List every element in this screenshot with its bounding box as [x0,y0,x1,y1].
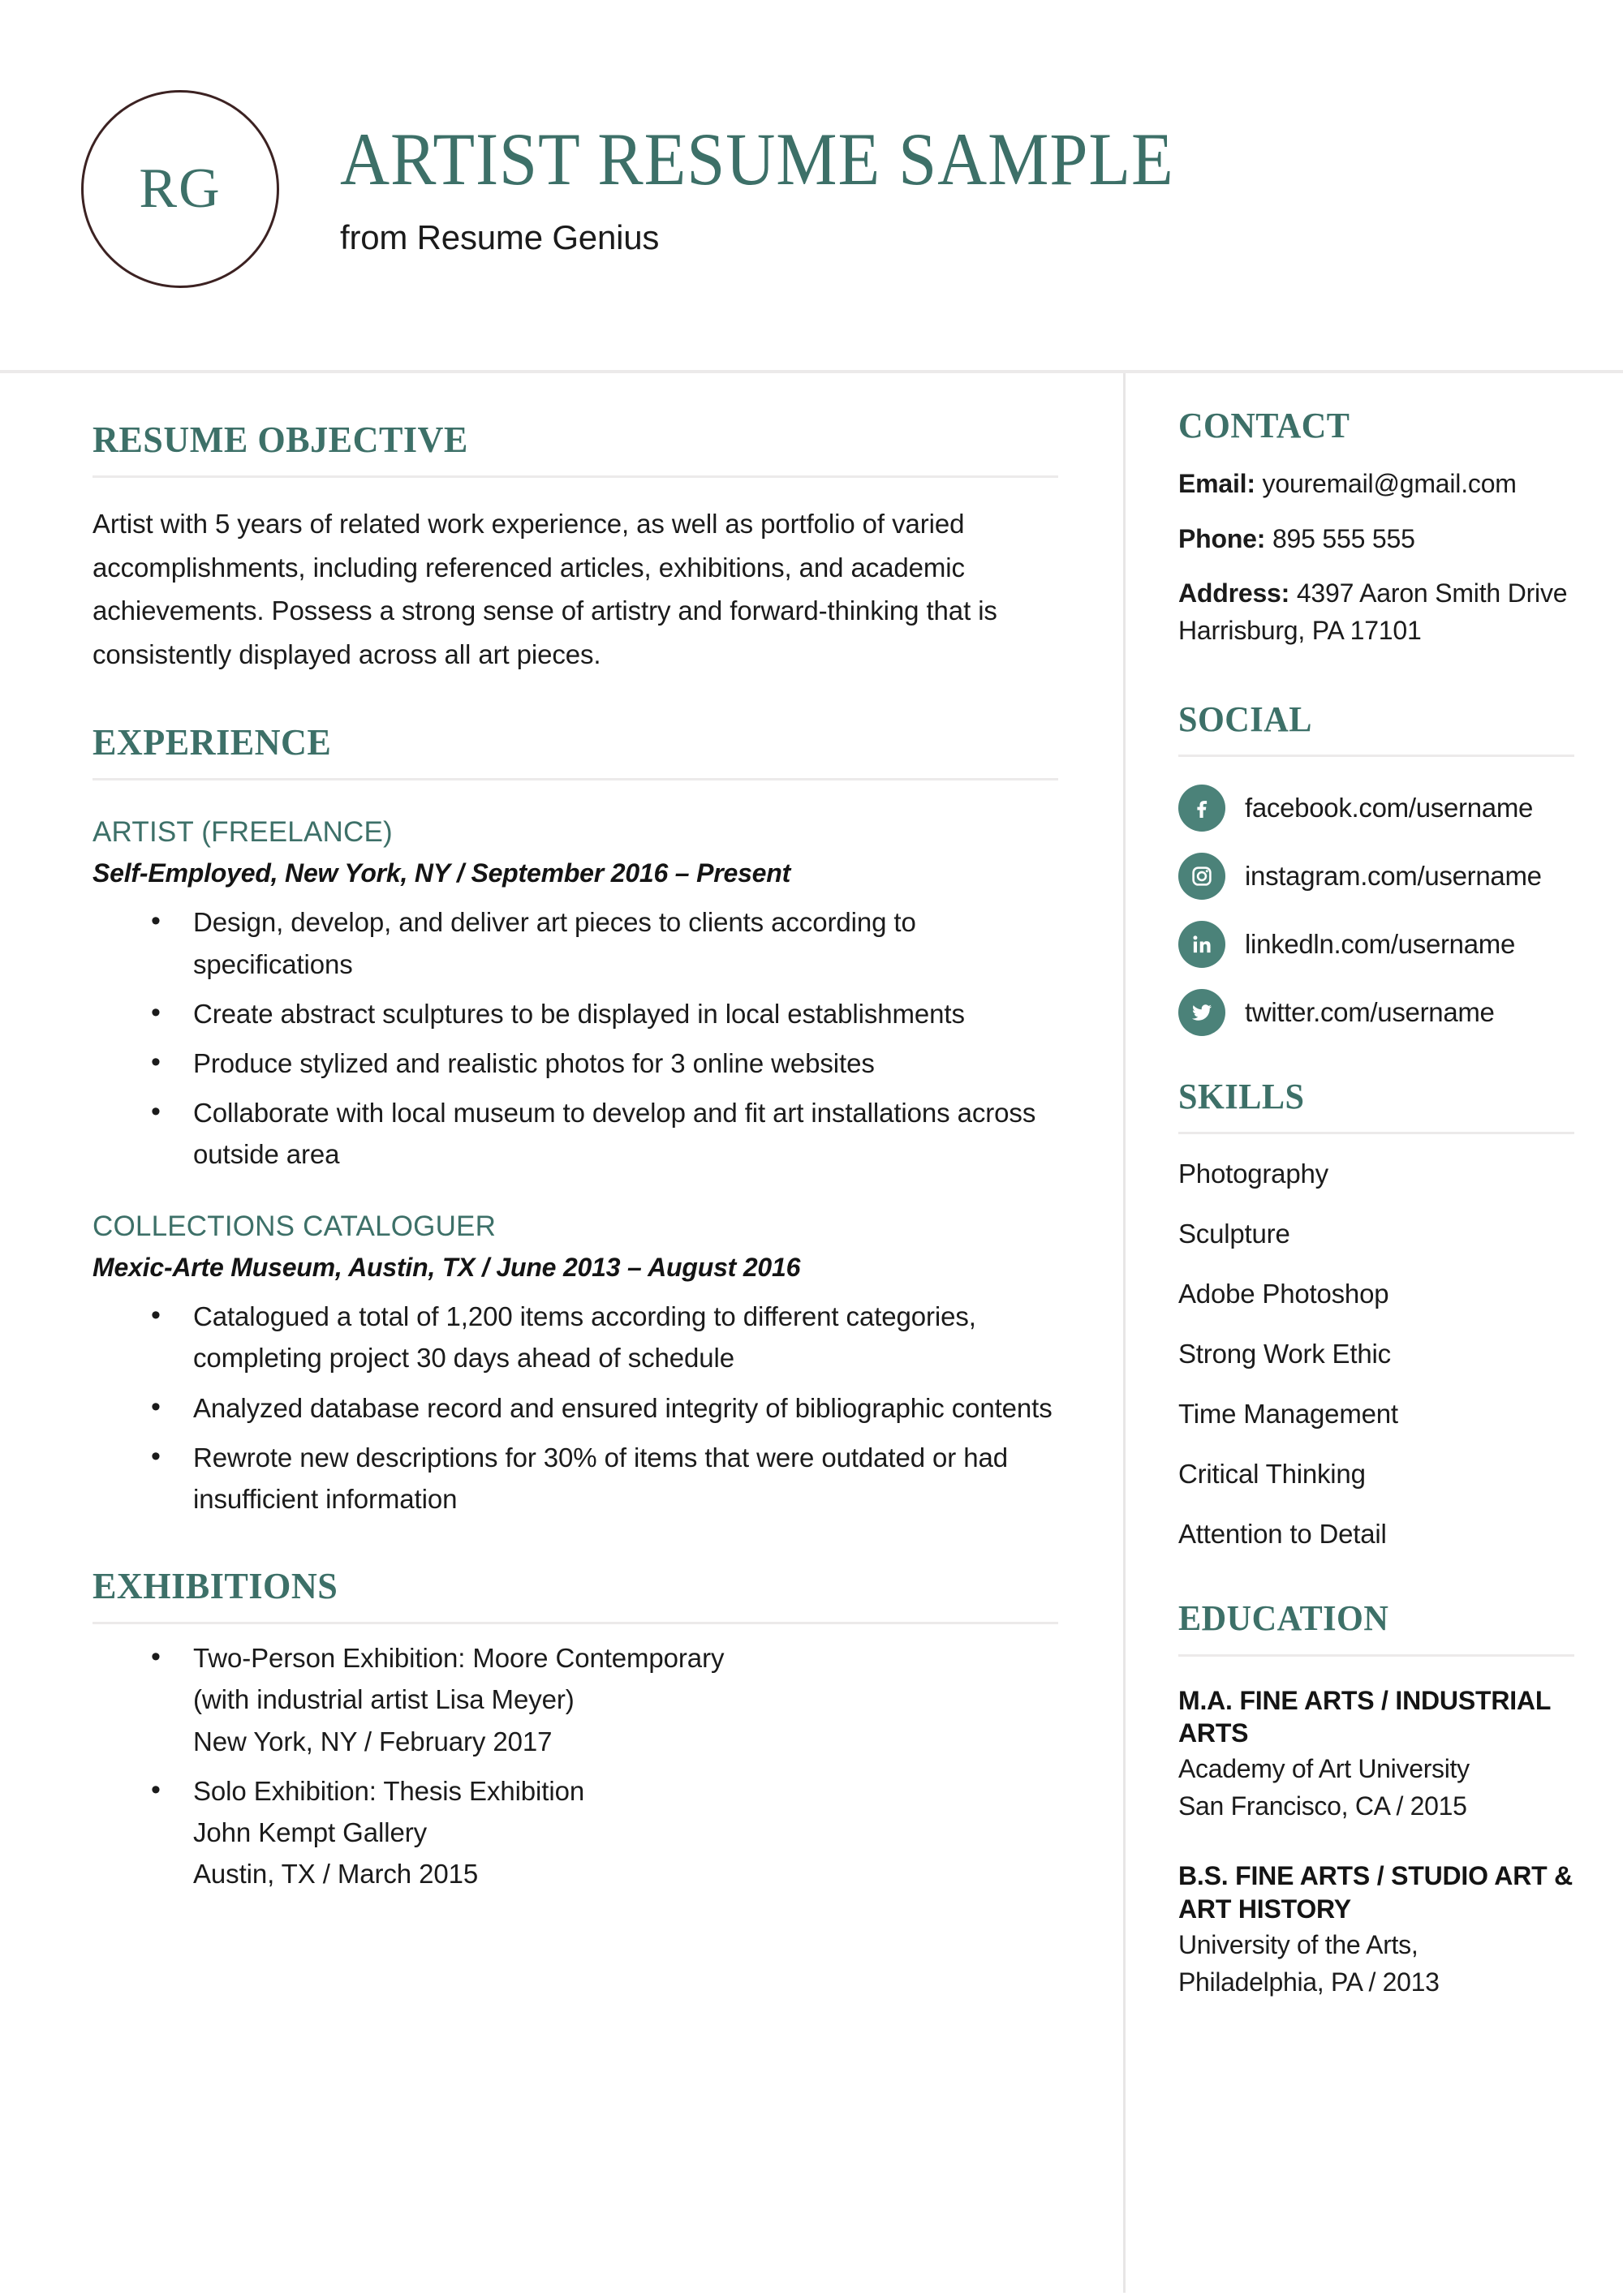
job-meta: Self-Employed, New York, NY / September 2016 – Present [93,858,791,888]
list-item: • Catalogued a total of 1,200 items according to different categories, completing project 30 days ahead of schedule [151,1296,1058,1378]
job-title: ARTIST (FREELANCE) [93,816,393,849]
contact-phone-value: 895 555 555 [1272,523,1415,553]
list-item: • Design, develop, and deliver art pieces to clients according to specifications [151,901,1058,984]
list-item: Strong Work Ethic [1178,1339,1391,1369]
spacer [1178,656,1574,701]
social-link-label: facebook.com/username [1245,793,1534,823]
section-title-social: SOCIAL [1178,699,1312,739]
exhibition-location-date: New York, NY / February 2017 [193,1726,553,1756]
experience-entry [93,1210,1058,1520]
list-item: Critical Thinking [1178,1459,1366,1490]
exhibitions-list [93,1637,1058,1894]
list-item [151,1770,1058,1894]
contact-address [1178,575,1574,649]
list-item: Photography [1178,1159,1328,1189]
spacer [1178,1057,1574,1078]
job-title: COLLECTIONS CATALOGUER [93,1210,497,1243]
list-item: • Create abstract sculptures to be displayed in local establishments [151,993,1058,1034]
education-degree: B.S. FINE ARTS / STUDIO ART & ART HISTORY [1178,1861,1573,1924]
education-location-year: Philadelphia, PA / 2013 [1178,1967,1440,1997]
contact-email-label: Email: [1178,469,1255,499]
section-title-objective: RESUME OBJECTIVE [93,419,468,460]
list-item [151,1637,1058,1761]
list-item: Attention to Detail [1178,1519,1387,1550]
social-item-instagram[interactable] [1178,853,1574,900]
exhibition-detail: (with industrial artist Lisa Meyer) [193,1684,575,1715]
skills-list [1178,1159,1574,1550]
logo-initials: RG [139,157,222,220]
exhibition-location-date: Austin, TX / March 2015 [193,1858,479,1889]
contact-address-label: Address: [1178,578,1290,608]
section-exhibitions [93,1564,1058,1894]
section-title-education: EDUCATION [1178,1598,1389,1639]
experience-entry [93,816,1058,1175]
section-divider [1178,1132,1574,1134]
section-title-contact: CONTACT [1178,406,1350,445]
header-text-group [340,118,1246,257]
resume-header [0,0,1623,373]
section-education [1178,1600,1574,2000]
facebook-icon [1178,785,1225,832]
education-list [1178,1684,1574,2001]
social-link-label: linkedln.com/username [1245,929,1516,960]
education-entry [1178,1860,1574,2000]
twitter-icon [1178,989,1225,1036]
section-resume-objective [93,420,1058,676]
section-divider [93,1622,1058,1624]
section-divider [1178,755,1574,757]
section-divider [93,475,1058,478]
section-title-skills: SKILLS [1178,1077,1305,1117]
main-column [0,373,1126,2293]
page-title: ARTIST RESUME SAMPLE [340,118,1174,201]
sidebar-column [1126,373,1623,2293]
education-school: University of the Arts, [1178,1930,1419,1960]
exhibition-detail: John Kempt Gallery [193,1817,427,1847]
job-bullet-list [93,1296,1058,1520]
list-item: • Analyzed database record and ensured integrity of bibliographic contents [151,1387,1058,1429]
logo-badge [81,90,279,288]
education-location-year: San Francisco, CA / 2015 [1178,1791,1467,1821]
linkedin-icon [1178,921,1225,968]
job-meta: Mexic-Arte Museum, Austin, TX / June 2013 – August 2016 [93,1253,801,1283]
resume-body [0,373,1623,2293]
spacer [1178,1579,1574,1600]
exhibition-title: • Two-Person Exhibition: Moore Contemporary [193,1643,725,1674]
page-subtitle: from Resume Genius [340,217,660,256]
section-divider [93,778,1058,780]
social-item-facebook[interactable] [1178,785,1574,832]
section-social [1178,701,1574,1036]
objective-paragraph: Artist with 5 years of related work experience, as well as portfolio of varied accomplishments, including referenced articles, exhibitions, and academic achievements. Possess a strong sense of artistry and forward-thinking that is consistently displayed across all art pieces. [93,509,997,669]
social-link-label: instagram.com/username [1245,861,1542,892]
exhibition-title: • Solo Exhibition: Thesis Exhibition [193,1775,585,1806]
social-link-label: twitter.com/username [1245,997,1495,1028]
contact-address-value: 4397 Aaron Smith Drive Harrisburg, PA 17101 [1178,578,1568,645]
list-item: Sculpture [1178,1219,1290,1249]
list-item: Adobe Photoshop [1178,1279,1389,1309]
education-school: Academy of Art University [1178,1754,1470,1784]
section-title-exhibitions: EXHIBITIONS [93,1564,338,1606]
list-item: • Produce stylized and realistic photos for 3 online websites [151,1043,1058,1084]
social-list [1178,785,1574,1036]
list-item: • Collaborate with local museum to develop and fit art installations across outside area [151,1092,1058,1175]
social-item-twitter[interactable] [1178,989,1574,1036]
job-bullet-list [93,901,1058,1175]
section-skills [1178,1078,1574,1550]
section-experience [93,723,1058,1520]
contact-phone [1178,521,1574,557]
section-contact [1178,407,1574,649]
list-item: Time Management [1178,1399,1398,1430]
section-title-experience: EXPERIENCE [93,721,332,763]
instagram-icon [1178,853,1225,900]
list-item: • Rewrote new descriptions for 30% of items that were outdated or had insufficient information [151,1437,1058,1520]
social-item-linkedin[interactable] [1178,921,1574,968]
contact-email [1178,466,1574,502]
contact-email-value: youremail@gmail.com [1262,469,1517,499]
contact-phone-label: Phone: [1178,523,1266,553]
education-entry [1178,1684,1574,1825]
section-divider [1178,1654,1574,1657]
education-degree: M.A. FINE ARTS / INDUSTRIAL ARTS [1178,1685,1551,1748]
